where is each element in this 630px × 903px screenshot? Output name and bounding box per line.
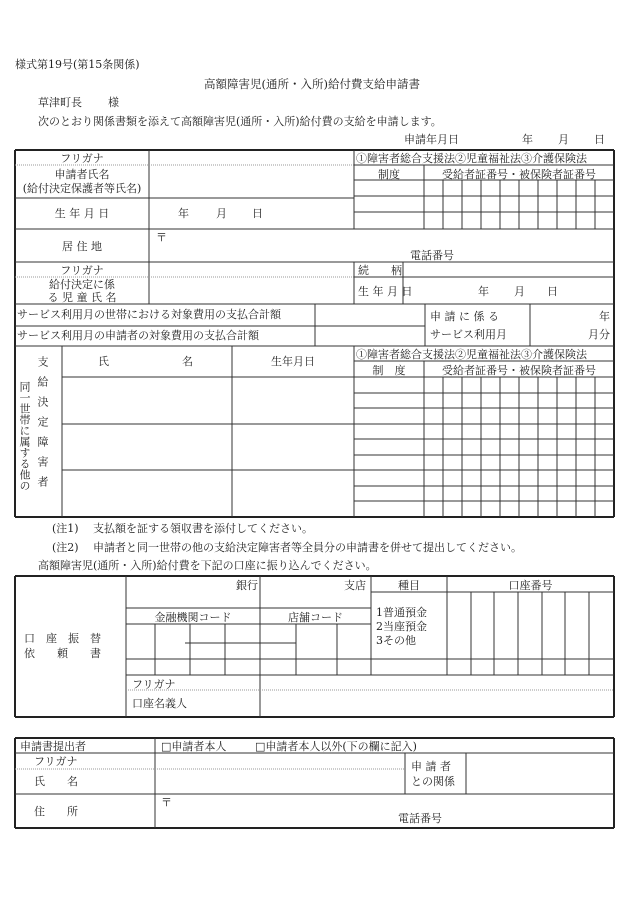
note2-tag: (注2) xyxy=(52,541,79,554)
service-month-label: 申 請 に 係 る xyxy=(430,310,499,323)
submitter-phone-label: 電話番号 xyxy=(398,812,442,825)
applicant-system-label: 制度 xyxy=(378,168,400,181)
child-name-sublabel: る 児 童 氏 名 xyxy=(47,291,117,304)
bank-intro-text: 高額障害児(通所・入所)給付費を下記の口座に振り込んでください。 xyxy=(38,559,377,572)
applicant-name-field[interactable] xyxy=(150,166,353,197)
others-side-sublabel: 支給決定障害者 xyxy=(36,356,49,496)
addressee-honorific: 様 xyxy=(108,96,119,109)
applicant-phone-label: 電話番号 xyxy=(410,249,454,262)
bank-furigana-field[interactable] xyxy=(261,676,613,689)
branch-name-field[interactable] xyxy=(261,577,341,607)
others-system-label: 制 度 xyxy=(372,364,406,377)
child-birthdate-label: 生 年 月 日 xyxy=(358,285,413,298)
account-type-label: 種目 xyxy=(398,579,420,592)
applicant-total-label: サービス利用月の申請者の対象費用の支払合計額 xyxy=(17,329,259,342)
others-name-field-1[interactable] xyxy=(63,378,231,423)
account-type-option-1[interactable]: 1普通預金 xyxy=(376,606,427,619)
branch-name-suffix: 支店 xyxy=(344,579,366,592)
service-month-year[interactable]: 年 xyxy=(599,310,610,323)
others-birthdate-col: 生年月日 xyxy=(271,355,315,368)
submitter-furigana-field[interactable] xyxy=(156,754,404,768)
submitter-option-self[interactable]: □申請者本人 xyxy=(161,740,227,753)
note1-tag: (注1) xyxy=(52,522,79,535)
submitter-name-field[interactable] xyxy=(156,770,404,793)
submitter-furigana-label: フリガナ xyxy=(34,755,78,768)
others-law-header: ①障害者総合支援法②児童福祉法③介護保険法 xyxy=(356,348,587,361)
account-holder-field[interactable] xyxy=(261,691,613,716)
addressee: 草津町長 xyxy=(38,96,82,109)
application-date-label: 申請年月日 xyxy=(404,133,459,146)
account-number-label: 口座番号 xyxy=(508,579,553,592)
institution-code-label: 金融機関コード xyxy=(154,611,232,624)
bank-section-sublabel: 依 頼 書 xyxy=(24,647,101,660)
household-total-label: サービス利用月の世帯における対象費用の支払合計額 xyxy=(17,308,281,321)
bank-name-suffix: 銀行 xyxy=(236,579,258,592)
applicant-address-label: 居 住 地 xyxy=(62,240,102,253)
applicant-address-field[interactable] xyxy=(150,230,613,261)
applicant-birth-month[interactable]: 月 xyxy=(216,207,227,220)
form-number: 様式第19号(第15条関係) xyxy=(15,58,140,71)
applicant-birth-year[interactable]: 年 xyxy=(178,207,189,220)
application-date-month[interactable]: 月 xyxy=(558,133,569,146)
account-type-option-2[interactable]: 2当座預金 xyxy=(376,620,427,633)
others-cert-number-label: 受給者証番号・被保険者証番号 xyxy=(442,364,596,377)
others-name-field-3[interactable] xyxy=(63,471,231,516)
account-type-option-3[interactable]: 3その他 xyxy=(376,634,416,647)
service-month-sublabel: サービス利用月 xyxy=(430,328,507,341)
intro-text: 次のとおり関係書類を添えて高額障害児(通所・入所)給付費の支給を申請します。 xyxy=(38,115,442,128)
submitter-postal-mark: 〒 xyxy=(161,796,172,809)
child-furigana-label: フリガナ xyxy=(60,264,104,277)
others-birthdate-field-2[interactable] xyxy=(233,425,353,469)
child-birth-day[interactable]: 日 xyxy=(547,285,558,298)
applicant-furigana-field[interactable] xyxy=(150,151,353,164)
applicant-total-field[interactable] xyxy=(316,327,424,345)
applicant-name-label: 申請者氏名 xyxy=(54,168,110,181)
applicant-birth-day[interactable]: 日 xyxy=(252,207,263,220)
child-birth-month[interactable]: 月 xyxy=(514,285,525,298)
bank-name-field[interactable] xyxy=(127,577,233,607)
bank-section-label: 口 座 振 替 xyxy=(24,632,101,645)
submitter-address-field[interactable] xyxy=(156,795,613,827)
applicant-cert-number-label: 受給者証番号・被保険者証番号 xyxy=(442,168,596,181)
child-furigana-field[interactable] xyxy=(150,263,353,276)
submitter-relation-label: 申 請 者 xyxy=(411,760,451,773)
others-name-col-2: 名 xyxy=(182,355,193,368)
form-title: 高額障害児(通所・入所)給付費支給申請書 xyxy=(204,77,420,91)
submitter-address-label: 住 所 xyxy=(34,805,78,818)
applicant-birthdate-label: 生 年 月 日 xyxy=(54,207,110,220)
application-date-day[interactable]: 日 xyxy=(594,133,605,146)
applicant-law-header: ①障害者総合支援法②児童福祉法③介護保険法 xyxy=(356,152,587,165)
others-side-label: 同一世帯に属する他の xyxy=(18,381,31,491)
applicant-postal-mark: 〒 xyxy=(156,231,167,244)
bank-furigana-label: フリガナ xyxy=(132,678,176,691)
submitter-relation-sublabel: との関係 xyxy=(411,775,455,788)
note2-text: 申請者と同一世帯の他の支給決定障害者等全員分の申請書を併せて提出してください。 xyxy=(93,541,522,554)
others-name-col-1: 氏 xyxy=(98,355,109,368)
account-holder-label: 口座名義人 xyxy=(132,697,187,710)
application-date-year[interactable]: 年 xyxy=(522,133,533,146)
applicant-furigana-label: フリガナ xyxy=(60,152,104,165)
submitter-relation-field[interactable] xyxy=(467,754,613,793)
child-relationship-field[interactable] xyxy=(404,263,613,276)
submitter-name-label: 氏 名 xyxy=(34,775,78,788)
note1-text: 支払額を証する領収書を添付してください。 xyxy=(93,522,313,535)
branch-code-label: 店舗コード xyxy=(288,611,343,624)
child-name-field[interactable] xyxy=(150,278,353,303)
child-birth-year[interactable]: 年 xyxy=(478,285,489,298)
household-total-field[interactable] xyxy=(316,305,424,325)
submitter-option-other[interactable]: □申請者本人以外(下の欄に記入) xyxy=(255,740,417,753)
others-name-field-2[interactable] xyxy=(63,425,231,469)
child-relationship-label: 続 柄 xyxy=(358,264,402,277)
child-name-label: 給付決定に係 xyxy=(49,278,115,291)
others-birthdate-field-3[interactable] xyxy=(233,471,353,516)
applicant-name-sublabel: (給付決定保護者等氏名) xyxy=(22,182,142,195)
others-birthdate-field-1[interactable] xyxy=(233,378,353,423)
service-month-month[interactable]: 月分 xyxy=(588,328,610,341)
submitter-label: 申請書提出者 xyxy=(20,740,86,753)
